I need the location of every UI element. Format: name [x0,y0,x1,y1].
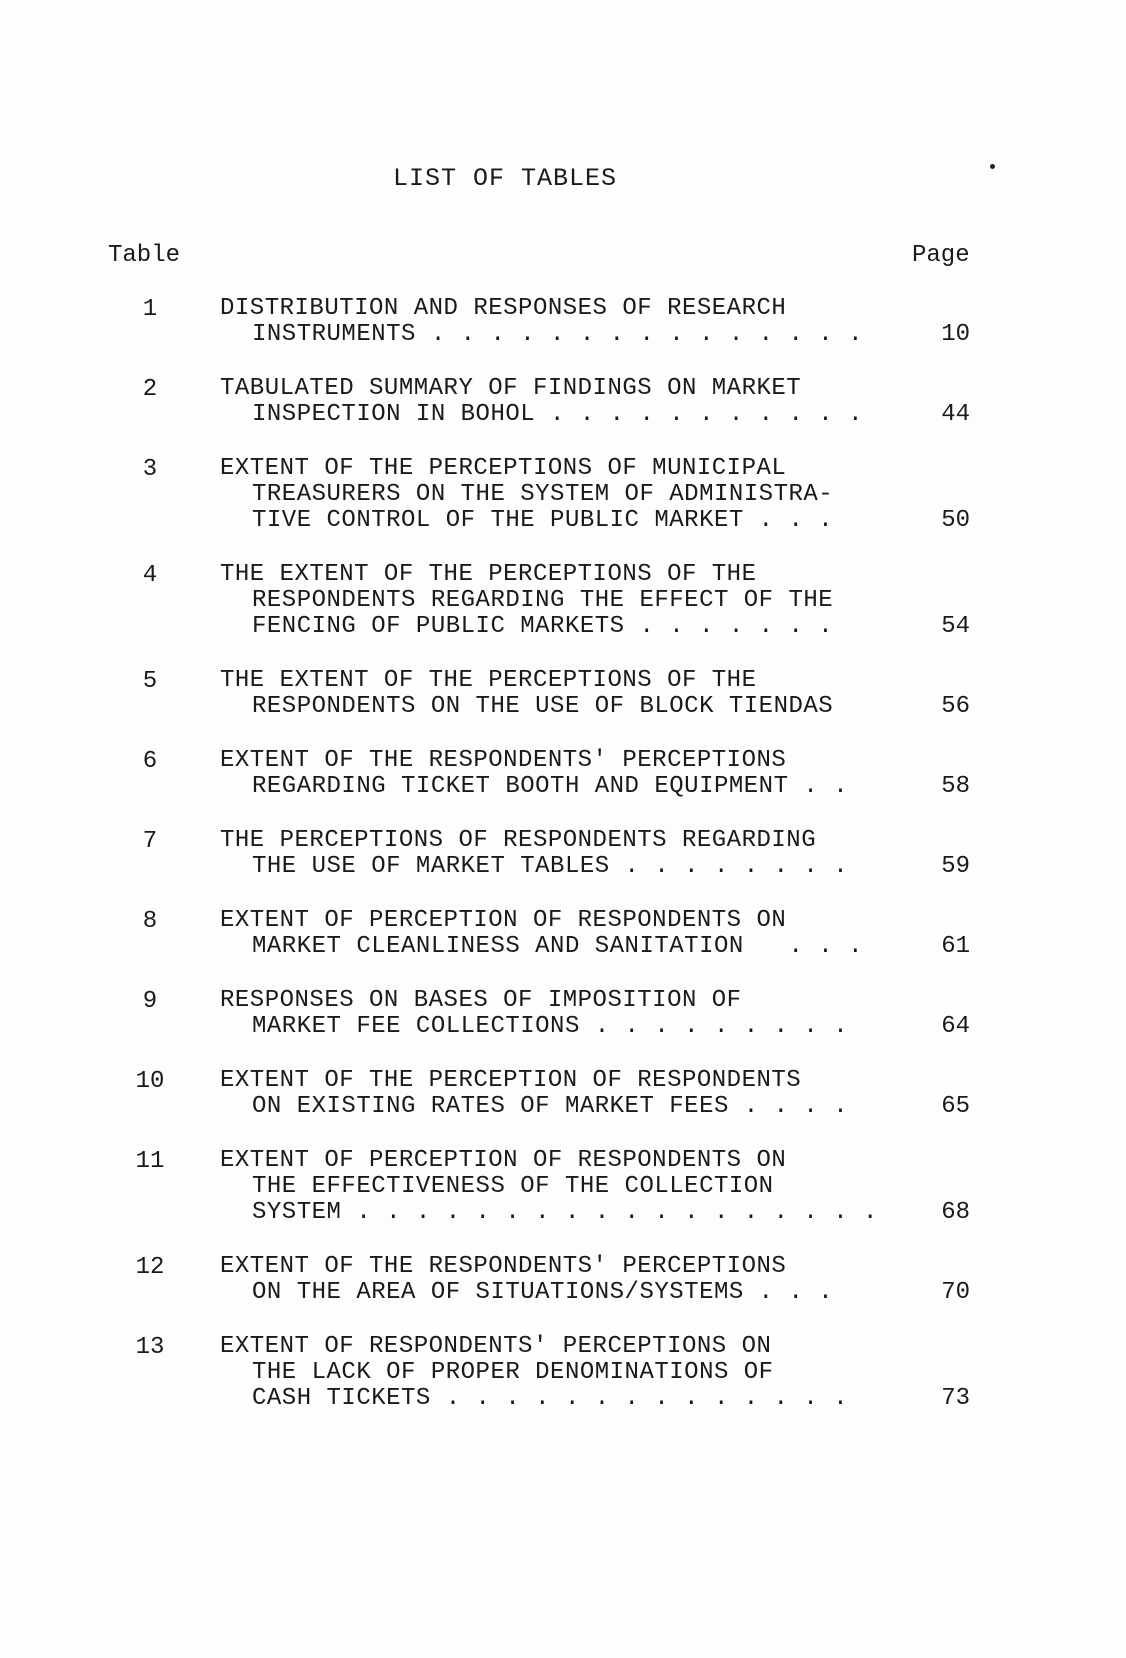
caption-line: REGARDING TICKET BOOTH AND EQUIPMENT . . [252,773,849,800]
table-entry [0,1068,1126,1120]
table-entry [0,748,1126,800]
page-number: 70 [941,1279,970,1306]
table-entry [0,908,1126,960]
caption-line: MARKET FEE COLLECTIONS . . . . . . . . . [252,1013,849,1040]
caption-line: EXTENT OF THE PERCEPTIONS OF MUNICIPAL [220,455,787,482]
caption-line: THE PERCEPTIONS OF RESPONDENTS REGARDING [220,827,817,854]
page-column-header: Page [912,242,970,269]
table-number: 4 [142,562,158,589]
table-number: 3 [142,456,158,483]
table-number: 1 [142,296,158,323]
page-number: 65 [941,1093,970,1120]
page-number: 44 [941,401,970,428]
caption-line: DISTRIBUTION AND RESPONSES OF RESEARCH [220,295,787,322]
table-caption [220,908,880,960]
table-caption [220,828,880,880]
caption-line: SYSTEM . . . . . . . . . . . . . . . . . . [252,1199,878,1226]
caption-line: INSPECTION IN BOHOL . . . . . . . . . . . [252,401,863,428]
caption-line: RESPONSES ON BASES OF IMPOSITION OF [220,987,742,1014]
caption-line: EXTENT OF THE RESPONDENTS' PERCEPTIONS [220,1253,787,1280]
page-number: 73 [941,1385,970,1412]
caption-line: RESPONDENTS ON THE USE OF BLOCK TIENDAS [252,693,834,720]
table-entry [0,1334,1126,1412]
page-number: 58 [941,773,970,800]
caption-line: ON THE AREA OF SITUATIONS/SYSTEMS . . . [252,1279,834,1306]
caption-line: INSTRUMENTS . . . . . . . . . . . . . . . [252,321,863,348]
table-caption [220,376,880,428]
table-number: 5 [142,668,158,695]
page-number: 54 [941,613,970,640]
caption-line: THE USE OF MARKET TABLES . . . . . . . . [252,853,849,880]
caption-line: EXTENT OF RESPONDENTS' PERCEPTIONS ON [220,1333,772,1360]
table-entry [0,668,1126,720]
page-number: 61 [941,933,970,960]
table-number: 12 [135,1254,165,1281]
table-entry [0,456,1126,534]
table-caption [220,1334,880,1412]
table-caption [220,988,880,1040]
table-caption [220,1068,880,1120]
table-caption [220,668,880,720]
table-number: 8 [142,908,158,935]
caption-line: MARKET CLEANLINESS AND SANITATION . . . [252,933,863,960]
caption-line: RESPONDENTS REGARDING THE EFFECT OF THE [252,587,834,614]
caption-line: TREASURERS ON THE SYSTEM OF ADMINISTRA- [252,481,834,508]
caption-line: THE LACK OF PROPER DENOMINATIONS OF [252,1359,774,1386]
caption-line: THE EXTENT OF THE PERCEPTIONS OF THE [220,667,757,694]
table-number: 13 [135,1334,165,1361]
caption-line: EXTENT OF THE RESPONDENTS' PERCEPTIONS [220,747,787,774]
table-caption [220,456,880,534]
table-entry [0,828,1126,880]
caption-line: EXTENT OF PERCEPTION OF RESPONDENTS ON [220,907,787,934]
page-title: LIST OF TABLES [392,164,618,193]
table-entry [0,296,1126,348]
caption-line: THE EFFECTIVENESS OF THE COLLECTION [252,1173,774,1200]
caption-line: FENCING OF PUBLIC MARKETS . . . . . . . [252,613,834,640]
table-number: 6 [142,748,158,775]
table-entry [0,988,1126,1040]
page-number: 64 [941,1013,970,1040]
table-number: 11 [135,1148,165,1175]
table-entry [0,376,1126,428]
table-column-header: Table [108,242,181,269]
page-number: 56 [941,693,970,720]
page-number: 68 [941,1199,970,1226]
caption-line: THE EXTENT OF THE PERCEPTIONS OF THE [220,561,757,588]
caption-line: EXTENT OF THE PERCEPTION OF RESPONDENTS [220,1067,802,1094]
page-number: 59 [941,853,970,880]
table-caption [220,1148,880,1226]
table-list [0,296,1126,1440]
table-entry [0,562,1126,640]
caption-line: TIVE CONTROL OF THE PUBLIC MARKET . . . [252,507,834,534]
table-entry [0,1254,1126,1306]
table-entry [0,1148,1126,1226]
table-caption [220,748,880,800]
caption-line: EXTENT OF PERCEPTION OF RESPONDENTS ON [220,1147,787,1174]
table-caption [220,562,880,640]
table-number: 2 [142,376,158,403]
page-number: 10 [941,321,970,348]
table-caption [220,296,880,348]
table-number: 9 [142,988,158,1015]
caption-line: ON EXISTING RATES OF MARKET FEES . . . . [252,1093,849,1120]
caption-line: TABULATED SUMMARY OF FINDINGS ON MARKET [220,375,802,402]
table-caption [220,1254,880,1306]
table-number: 7 [142,828,158,855]
caption-line: CASH TICKETS . . . . . . . . . . . . . . [252,1385,849,1412]
page-number: 50 [941,507,970,534]
table-number: 10 [135,1068,165,1095]
